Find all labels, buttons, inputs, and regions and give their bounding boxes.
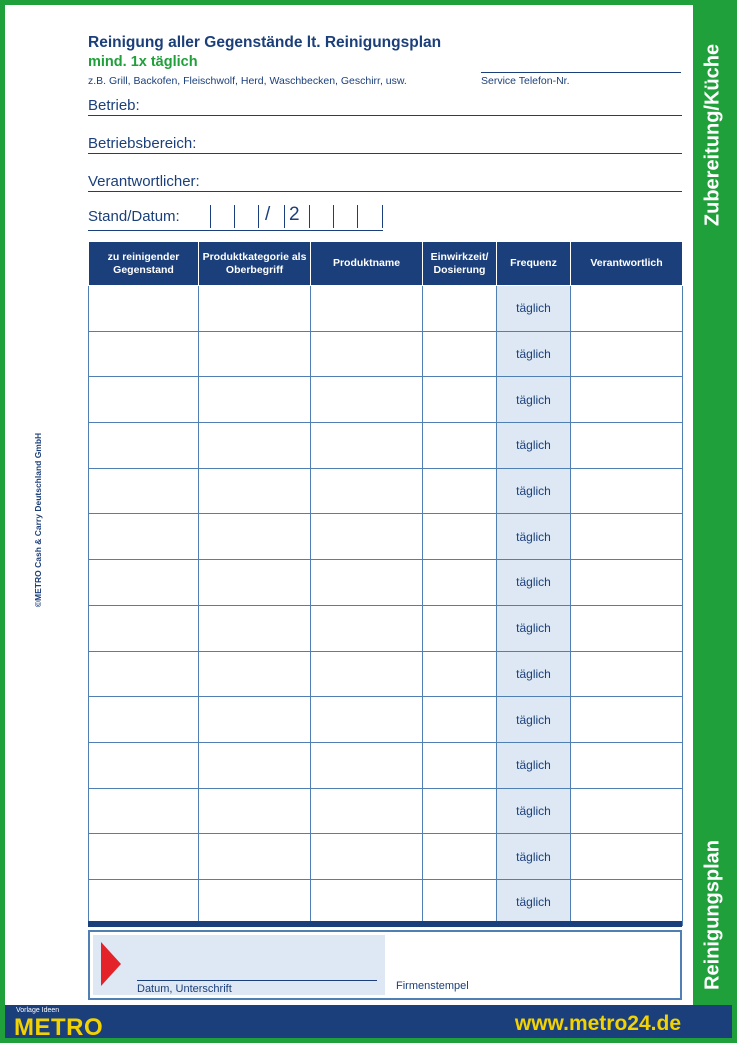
- header-produktname: Produktname: [311, 242, 423, 286]
- cell-produktkategorie[interactable]: [199, 468, 311, 514]
- betriebsbereich-field[interactable]: Betriebsbereich:: [88, 135, 682, 154]
- cell-einwirkzeit[interactable]: [423, 651, 497, 697]
- cell-produktkategorie[interactable]: [199, 742, 311, 788]
- date-box-divider: [258, 205, 259, 228]
- date-box-divider: [210, 205, 211, 228]
- cell-frequenz: täglich: [497, 514, 571, 560]
- date-box-divider: [357, 205, 358, 228]
- cell-gegenstand[interactable]: [89, 605, 199, 651]
- table-row: [89, 605, 683, 651]
- cell-frequenz: täglich: [497, 697, 571, 743]
- header-gegenstand: zu reinigender Gegenstand: [89, 242, 199, 286]
- sidebar-bottom-label: [693, 820, 732, 1010]
- cell-produktname[interactable]: [311, 514, 423, 560]
- stamp-label: Firmenstempel: [396, 980, 469, 992]
- signature-line: [137, 980, 377, 981]
- metro-logo: METRO: [14, 1014, 104, 1041]
- cell-einwirkzeit[interactable]: [423, 377, 497, 423]
- examples-text: z.B. Grill, Backofen, Fleischwolf, Herd, Waschbecken, Geschirr, usw.: [88, 75, 407, 87]
- table-row: [89, 286, 683, 332]
- website-link[interactable]: www.metro24.de: [514, 1012, 681, 1035]
- stand-datum-field[interactable]: [88, 230, 383, 231]
- cell-produktkategorie[interactable]: [199, 697, 311, 743]
- cell-produktkategorie[interactable]: [199, 514, 311, 560]
- cell-gegenstand[interactable]: [89, 423, 199, 469]
- cell-frequenz: täglich: [497, 742, 571, 788]
- cell-verantwortlich[interactable]: [571, 560, 683, 606]
- cell-einwirkzeit[interactable]: [423, 834, 497, 880]
- cell-gegenstand[interactable]: [89, 514, 199, 560]
- table-row: [89, 423, 683, 469]
- cell-produktkategorie[interactable]: [199, 331, 311, 377]
- sidebar-bottom-text: Reinigungsplan: [701, 840, 723, 990]
- cell-produktname[interactable]: [311, 560, 423, 606]
- cell-verantwortlich[interactable]: [571, 697, 683, 743]
- cell-produktname[interactable]: [311, 605, 423, 651]
- table-row: [89, 697, 683, 743]
- cell-gegenstand[interactable]: [89, 377, 199, 423]
- cell-verantwortlich[interactable]: [571, 605, 683, 651]
- cell-frequenz: täglich: [497, 879, 571, 925]
- cell-produktname[interactable]: [311, 423, 423, 469]
- cell-produktkategorie[interactable]: [199, 834, 311, 880]
- cell-frequenz: täglich: [497, 423, 571, 469]
- cell-gegenstand[interactable]: [89, 331, 199, 377]
- cell-produktname[interactable]: [311, 286, 423, 332]
- cell-einwirkzeit[interactable]: [423, 605, 497, 651]
- cell-produktname[interactable]: [311, 377, 423, 423]
- table-row: [89, 514, 683, 560]
- cell-gegenstand[interactable]: [89, 788, 199, 834]
- cell-gegenstand[interactable]: [89, 697, 199, 743]
- cell-produktkategorie[interactable]: [199, 377, 311, 423]
- cell-produktkategorie[interactable]: [199, 605, 311, 651]
- date-box-divider: [284, 205, 285, 228]
- table-row: [89, 788, 683, 834]
- cell-produktname[interactable]: [311, 742, 423, 788]
- cell-verantwortlich[interactable]: [571, 651, 683, 697]
- cell-verantwortlich[interactable]: [571, 468, 683, 514]
- red-arrow-icon: [101, 942, 121, 986]
- header-produktkategorie: Produktkategorie als Oberbegriff: [199, 242, 311, 286]
- service-phone-label: Service Telefon-Nr.: [481, 75, 570, 87]
- cell-verantwortlich[interactable]: [571, 377, 683, 423]
- cell-produktname[interactable]: [311, 651, 423, 697]
- cell-einwirkzeit[interactable]: [423, 697, 497, 743]
- cell-frequenz: täglich: [497, 560, 571, 606]
- service-phone-line[interactable]: [481, 72, 681, 73]
- cell-produktkategorie[interactable]: [199, 560, 311, 606]
- sidebar-top-text: Zubereitung/Küche: [701, 43, 723, 227]
- header-verantwortlich: Verantwortlich: [571, 242, 683, 286]
- table-row: [89, 879, 683, 925]
- cell-frequenz: täglich: [497, 605, 571, 651]
- signature-box: [88, 930, 682, 1000]
- date-box-divider: [382, 205, 383, 228]
- cell-produktname[interactable]: [311, 788, 423, 834]
- cleaning-plan-table: [88, 241, 683, 926]
- table-bottom-bar: [88, 921, 682, 927]
- page-title: Reinigung aller Gegenstände lt. Reinigungsplan: [88, 34, 442, 51]
- cell-verantwortlich[interactable]: [571, 514, 683, 560]
- cell-gegenstand[interactable]: [89, 560, 199, 606]
- cell-produktkategorie[interactable]: [199, 423, 311, 469]
- cell-verantwortlich[interactable]: [571, 834, 683, 880]
- cell-produktkategorie[interactable]: [199, 651, 311, 697]
- cell-einwirkzeit[interactable]: [423, 331, 497, 377]
- cell-einwirkzeit[interactable]: [423, 788, 497, 834]
- table-row: [89, 468, 683, 514]
- cell-einwirkzeit[interactable]: [423, 742, 497, 788]
- cell-einwirkzeit[interactable]: [423, 560, 497, 606]
- cell-frequenz: täglich: [497, 468, 571, 514]
- cell-produktname[interactable]: [311, 468, 423, 514]
- cell-produktkategorie[interactable]: [199, 788, 311, 834]
- date-box-divider: [333, 205, 334, 228]
- date-year-digit: 2: [289, 204, 300, 225]
- cell-verantwortlich[interactable]: [571, 788, 683, 834]
- signature-label: Datum, Unterschrift: [137, 983, 232, 995]
- date-box-divider: [309, 205, 310, 228]
- table-row: [89, 651, 683, 697]
- small-label: Vorlage Ideen: [16, 1007, 60, 1014]
- cell-frequenz: täglich: [497, 331, 571, 377]
- stand-datum-label: Stand/Datum:: [88, 208, 180, 225]
- betrieb-field[interactable]: Betrieb:: [88, 97, 682, 116]
- cell-verantwortlich[interactable]: [571, 423, 683, 469]
- cell-frequenz: täglich: [497, 788, 571, 834]
- cell-produktname[interactable]: [311, 834, 423, 880]
- cell-gegenstand[interactable]: [89, 879, 199, 925]
- cell-einwirkzeit[interactable]: [423, 286, 497, 332]
- table-row: [89, 560, 683, 606]
- cell-einwirkzeit[interactable]: [423, 879, 497, 925]
- cell-produktkategorie[interactable]: [199, 879, 311, 925]
- cell-gegenstand[interactable]: [89, 742, 199, 788]
- table-row: [89, 331, 683, 377]
- table-row: [89, 742, 683, 788]
- copyright-text: ©METRO Cash & Carry Deutschland GmbH: [33, 432, 43, 608]
- cell-frequenz: täglich: [497, 651, 571, 697]
- table-header-row: [89, 242, 683, 286]
- cell-produktname[interactable]: [311, 879, 423, 925]
- cell-einwirkzeit[interactable]: [423, 514, 497, 560]
- cell-gegenstand[interactable]: [89, 651, 199, 697]
- cell-einwirkzeit[interactable]: [423, 423, 497, 469]
- cell-gegenstand[interactable]: [89, 286, 199, 332]
- cell-einwirkzeit[interactable]: [423, 468, 497, 514]
- sidebar-top-label: [693, 10, 732, 260]
- cell-frequenz: täglich: [497, 377, 571, 423]
- table-row: [89, 377, 683, 423]
- cell-verantwortlich[interactable]: [571, 286, 683, 332]
- cell-verantwortlich[interactable]: [571, 331, 683, 377]
- cell-produktkategorie[interactable]: [199, 286, 311, 332]
- table-row: [89, 834, 683, 880]
- header-frequenz: Frequenz: [497, 242, 571, 286]
- cell-produktname[interactable]: [311, 697, 423, 743]
- page-subtitle: mind. 1x täglich: [88, 54, 198, 70]
- cell-frequenz: täglich: [497, 834, 571, 880]
- cell-produktname[interactable]: [311, 331, 423, 377]
- cell-verantwortlich[interactable]: [571, 742, 683, 788]
- verantwortlicher-field[interactable]: Verantwortlicher:: [88, 173, 682, 192]
- cell-gegenstand[interactable]: [89, 834, 199, 880]
- signature-area[interactable]: [93, 935, 385, 995]
- cell-frequenz: täglich: [497, 286, 571, 332]
- cell-verantwortlich[interactable]: [571, 879, 683, 925]
- header-einwirkzeit: Einwirkzeit/ Dosierung: [423, 242, 497, 286]
- cell-gegenstand[interactable]: [89, 468, 199, 514]
- date-slash: /: [265, 204, 271, 225]
- date-box-divider: [234, 205, 235, 228]
